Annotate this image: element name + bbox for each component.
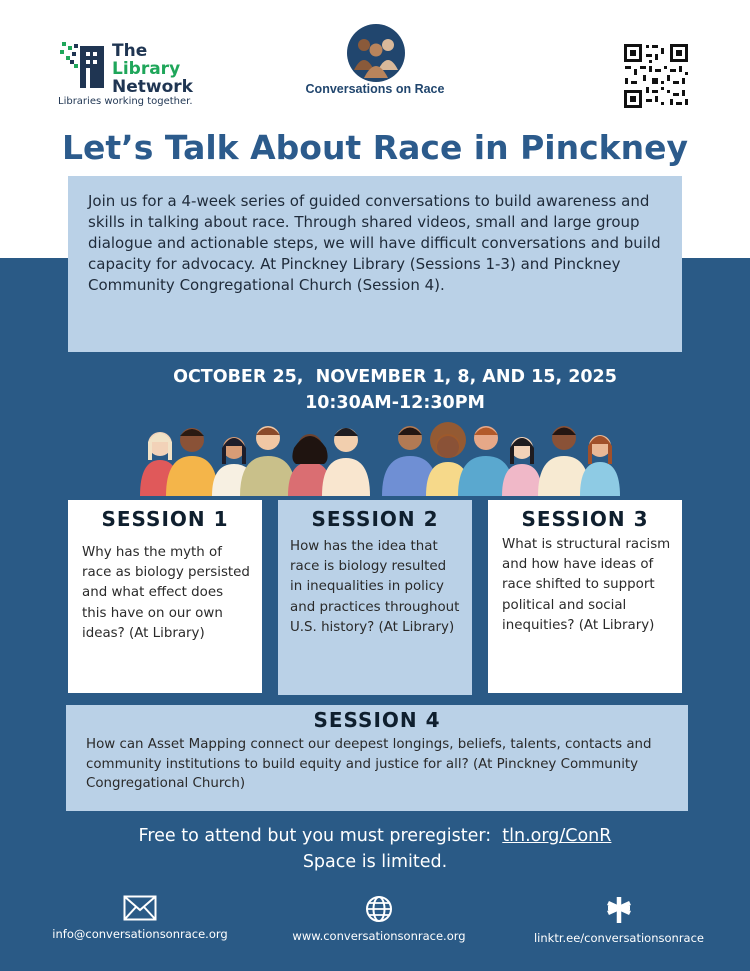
contact-email[interactable] bbox=[15, 895, 265, 941]
website-text: www.conversationsonrace.org bbox=[292, 929, 466, 943]
library-network-logo bbox=[58, 40, 208, 110]
conversations-on-race-logo bbox=[300, 24, 450, 104]
diverse-people-illustration bbox=[140, 420, 620, 496]
time-line: 10:30AM-12:30PM bbox=[305, 393, 485, 413]
space-limited-note: Space is limited. bbox=[302, 852, 448, 872]
session-3-card bbox=[488, 500, 682, 693]
qr-code-icon[interactable] bbox=[622, 42, 690, 110]
page-title: Let’s Talk About Race in Pinckney bbox=[61, 128, 688, 167]
session-4-card bbox=[66, 705, 688, 811]
registration-info bbox=[0, 823, 750, 875]
contact-website[interactable] bbox=[254, 895, 504, 943]
session-2-title: SESSION 2 bbox=[311, 507, 439, 531]
registration-text: Free to attend but you must preregister: bbox=[138, 826, 492, 846]
session-1-card bbox=[68, 500, 262, 693]
contact-linktree[interactable] bbox=[494, 895, 744, 945]
library-network-icon bbox=[58, 40, 108, 94]
people-group-icon bbox=[345, 24, 407, 84]
conversations-on-race-label: Conversations on Race bbox=[305, 82, 445, 96]
intro-text: Join us for a 4-week series of guided conversations to build awareness and skills in talking about race. Through shared videos, small and large group dialogue and actionable steps, we will have difficult conversations and build capacity for advocacy. At Pinckney Library (Sessions 1-3) and Pinckney Community Congregational Church (Session 4). bbox=[68, 176, 682, 352]
session-3-description: What is structural racism and how have ideas of race shifted to support political and social inequities? (At Library) bbox=[502, 537, 671, 633]
session-4-description: How can Asset Mapping connect our deepest longings, beliefs, talents, contacts and community institutions to build equity and justice for all? (At Pinckney Community Congregational Church) bbox=[86, 737, 652, 791]
envelope-icon bbox=[123, 895, 157, 921]
library-network-tagline: Libraries working together. bbox=[58, 96, 193, 107]
registration-link[interactable]: tln.org/ConR bbox=[502, 826, 612, 846]
dates-line: OCTOBER 25, NOVEMBER 1, 8, AND 15, 2025 bbox=[173, 367, 617, 387]
globe-icon bbox=[365, 895, 393, 923]
session-2-description: How has the idea that race is biology resulted in inequalities in policy and practices throughout U.S. history? (At Library) bbox=[290, 539, 460, 635]
session-2-card bbox=[278, 500, 472, 695]
linktree-icon bbox=[605, 895, 633, 925]
library-network-wordmark: The Library Network bbox=[112, 41, 193, 97]
session-1-title: SESSION 1 bbox=[101, 507, 229, 531]
session-3-title: SESSION 3 bbox=[521, 507, 649, 531]
linktree-text: linktr.ee/conversationsonrace bbox=[533, 931, 704, 945]
session-1-description: Why has the myth of race as biology persisted and what effect does this have on our own ideas? (At Library) bbox=[82, 545, 250, 641]
session-4-title: SESSION 4 bbox=[313, 708, 441, 732]
event-dates bbox=[0, 364, 750, 416]
email-text: info@conversationsonrace.org bbox=[52, 927, 228, 941]
